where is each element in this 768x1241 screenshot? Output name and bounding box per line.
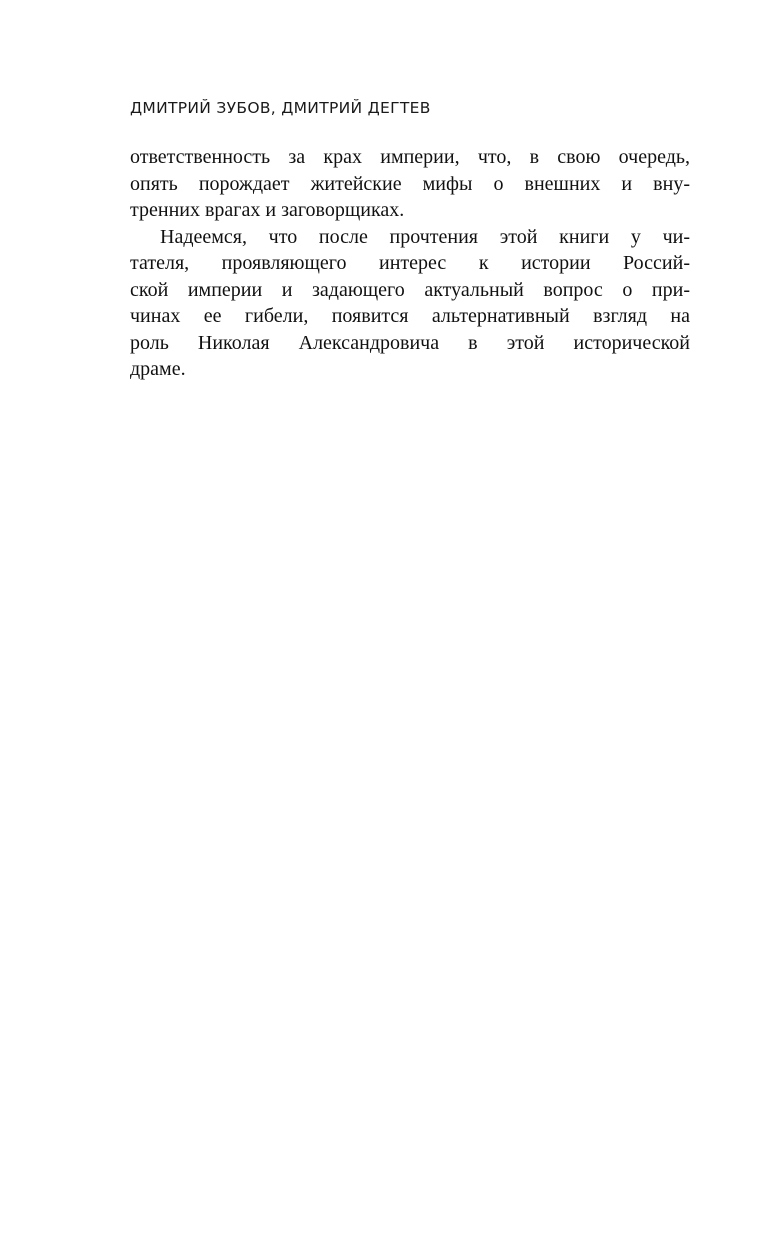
body-text	[130, 144, 690, 383]
text-line: ответственность за крах империи, что, в свою очередь,	[130, 146, 690, 168]
text-line: тренних врагах и заговорщиках.	[130, 199, 405, 221]
paragraph	[130, 144, 690, 224]
text-line: ской империи и задающего актуальный вопрос о при-	[130, 278, 690, 301]
text-line: Надеемся, что после прочтения этой книги у чи-	[160, 225, 690, 248]
text-line: тателя, проявляющего интерес к истории Россий-	[130, 252, 690, 274]
text-line: роль Николая Александровича в этой исторической	[130, 331, 690, 354]
text-line: опять порождает житейские мифы о внешних и вну-	[130, 172, 690, 195]
running-head: ДМИТРИЙ ЗУБОВ, ДМИТРИЙ ДЕГТЕВ	[130, 99, 431, 117]
text-line: чинах ее гибели, появится альтернативный взгляд на	[130, 305, 690, 327]
text-line: драме.	[130, 358, 186, 380]
paragraph	[130, 224, 690, 383]
